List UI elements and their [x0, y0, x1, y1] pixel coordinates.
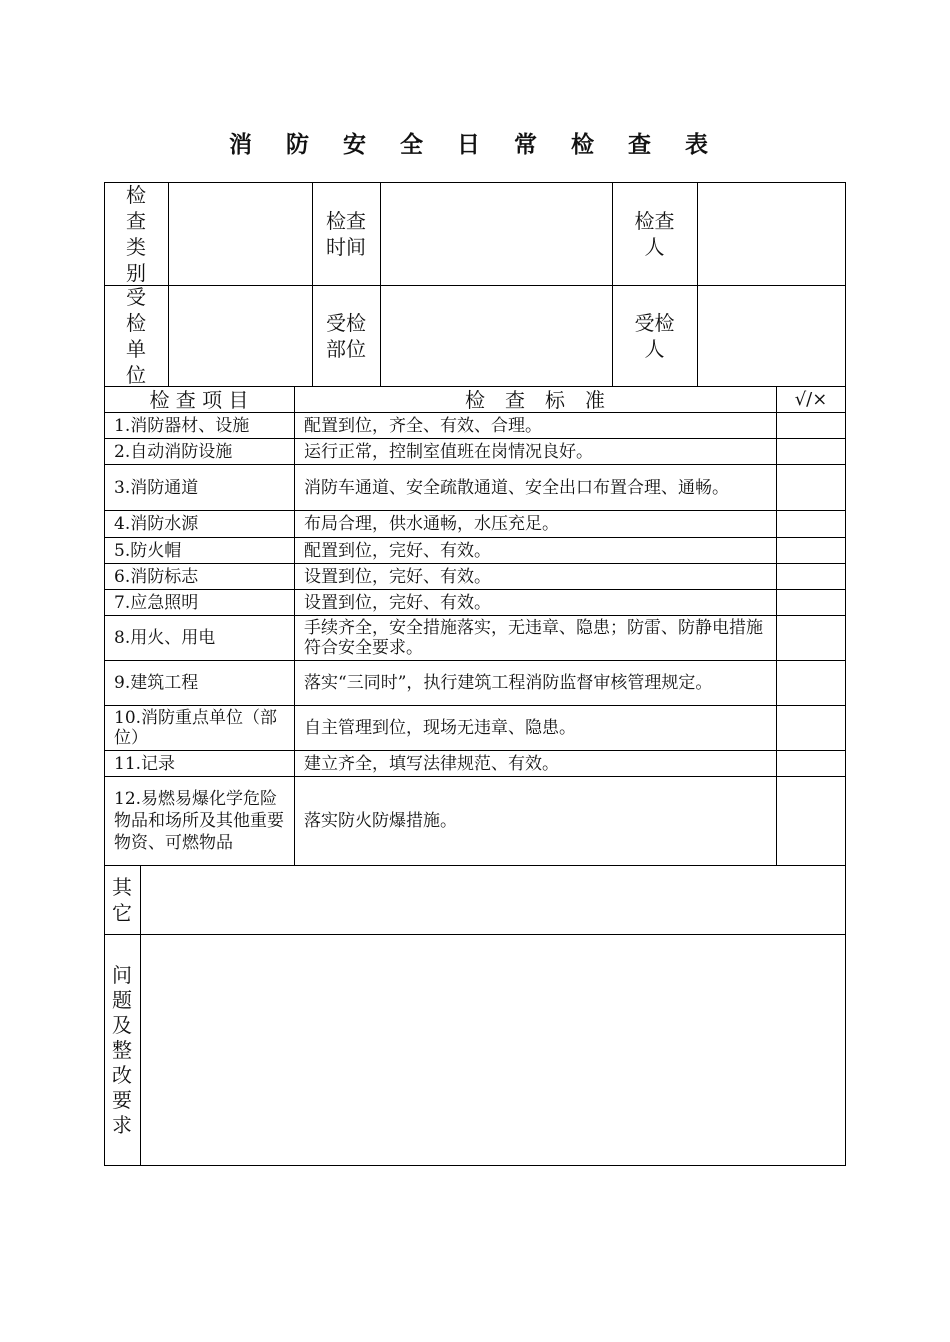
inspected-part-label: 受检 部位 [326, 311, 366, 361]
category-field[interactable] [169, 183, 312, 285]
inspected-part-field[interactable] [381, 286, 612, 386]
list-item-standard: 布局合理，供水通畅，水压充足。 [304, 514, 559, 534]
other-label: 其 它 [112, 875, 132, 925]
page-title: 消 防 安 全 日 常 检 查 表 [228, 132, 722, 158]
inspected-unit-field[interactable] [169, 286, 312, 386]
list-item-standard: 建立齐全，填写法律规范、有效。 [304, 753, 559, 774]
other-field[interactable] [141, 866, 845, 934]
list-item: 7.应急照明 [114, 592, 199, 613]
check-cell[interactable] [777, 751, 845, 776]
col-check-header: √/× [794, 388, 828, 410]
list-item: 10.消防重点单位（部位） [114, 708, 278, 748]
inspected-person-field[interactable] [698, 286, 845, 386]
time-label: 检查 时间 [326, 209, 366, 259]
list-item-standard: 设置到位，完好、有效。 [304, 566, 491, 587]
list-item: 9.建筑工程 [114, 673, 199, 693]
list-item-standard: 配置到位，完好、有效。 [304, 540, 491, 561]
list-item: 3.消防通道 [114, 477, 199, 498]
check-cell[interactable] [777, 616, 845, 660]
inspected-person-label: 受检 人 [634, 311, 675, 361]
issues-field[interactable] [141, 935, 845, 1165]
time-field[interactable] [381, 183, 612, 285]
list-item-standard: 落实“三同时”，执行建筑工程消防监督审核管理规定。 [304, 673, 713, 693]
check-cell[interactable] [777, 413, 845, 438]
check-cell[interactable] [777, 661, 845, 705]
col-standard-header: 检 查 标 准 [465, 387, 605, 412]
list-item-standard: 配置到位，齐全、有效、合理。 [304, 415, 542, 436]
check-cell[interactable] [777, 777, 845, 865]
inspected-unit-label: 受 检 单 位 [126, 285, 146, 387]
list-item-standard: 设置到位，完好、有效。 [304, 592, 491, 613]
list-item-standard: 自主管理到位，现场无违章、隐患。 [304, 718, 576, 738]
list-item: 1.消防器材、设施 [114, 415, 250, 436]
check-cell[interactable] [777, 511, 845, 537]
check-cell[interactable] [777, 538, 845, 563]
issues-label: 问 题 及 整 改 要 求 [112, 963, 132, 1137]
check-cell[interactable] [777, 465, 845, 510]
list-item: 11.记录 [114, 753, 176, 774]
list-item: 4.消防水源 [114, 514, 199, 534]
col-item-header: 检 查 项 目 [149, 387, 249, 412]
list-item: 6.消防标志 [114, 566, 199, 587]
list-item-standard: 消防车通道、安全疏散通道、安全出口布置合理、通畅。 [304, 477, 729, 498]
check-cell[interactable] [777, 590, 845, 615]
check-cell[interactable] [777, 439, 845, 464]
list-item: 5.防火帽 [114, 540, 182, 561]
list-item-standard: 运行正常，控制室值班在岗情况良好。 [304, 441, 593, 462]
list-item-standard: 手续齐全，安全措施落实，无违章、隐患；防雷、防静电措施符合安全要求。 [304, 618, 763, 658]
category-label: 检 查 类 别 [126, 183, 146, 285]
list-item: 2.自动消防设施 [114, 441, 233, 462]
inspector-label: 检查 人 [634, 209, 675, 259]
list-item-standard: 落实防火防爆措施。 [304, 811, 457, 831]
list-item: 8.用火、用电 [114, 628, 216, 648]
list-item: 12.易燃易爆化学危险物品和场所及其他重要物资、可燃物品 [114, 789, 284, 853]
check-cell[interactable] [777, 564, 845, 589]
inspector-field[interactable] [698, 183, 845, 285]
check-cell[interactable] [777, 706, 845, 750]
